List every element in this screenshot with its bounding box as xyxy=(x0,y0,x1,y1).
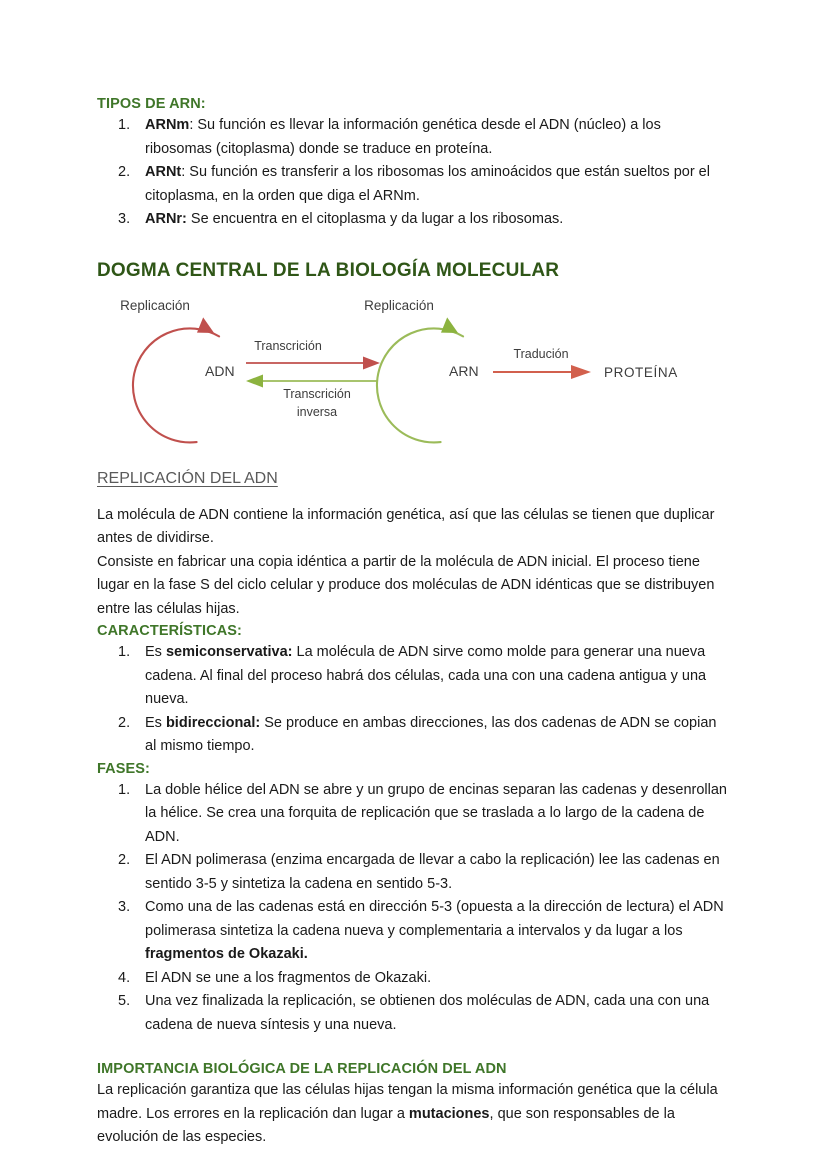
paragraph-replicacion-1: La molécula de ADN contiene la información genética, así que las células se tienen que duplicar antes de dividirse. xyxy=(97,506,715,546)
traducion-arrow xyxy=(493,365,591,379)
list-item xyxy=(97,712,731,759)
dogma-central-diagram xyxy=(97,292,731,450)
paragraph-importancia xyxy=(97,1079,731,1150)
transcricion-arrow xyxy=(246,356,380,369)
list-item xyxy=(97,779,731,850)
list-item-text: La molécula de ADN sirve como molde para generar una nueva cadena. Al final del proceso habrá dos células, cada una con una cadena antigua y una nueva. xyxy=(145,644,707,707)
arn-arc-path xyxy=(366,317,463,444)
list-item-pre: Es xyxy=(145,644,166,660)
list-item-bold: semiconservativa: xyxy=(165,644,293,660)
list-item xyxy=(97,641,731,712)
list-tipos-de-arn xyxy=(97,114,731,232)
label-replicacion-left: Replicación xyxy=(120,297,190,313)
list-item xyxy=(97,208,731,232)
paragraph-importancia-pre: La replicación garantiza que las células hijas tengan la misma información genética que la célula madre. Los errores en la replicación dan lugar a xyxy=(97,1082,718,1122)
transcricion-inversa-arrow xyxy=(246,374,378,387)
list-item-text: : Su función es transferir a los ribosomas los aminoácidos que están sueltos por el citoplasma, en la orden que diga el ARNm. xyxy=(145,164,710,204)
list-item-text: Se produce en ambas direcciones, las dos cadenas de ADN se copian al mismo tiempo. xyxy=(145,714,717,754)
heading-tipos-de-arn: TIPOS DE ARN: xyxy=(97,96,206,112)
adn-arc-path xyxy=(122,317,219,444)
list-item xyxy=(97,849,731,896)
label-traducion: Tradución xyxy=(513,346,569,361)
label-transcricion: Transcrición xyxy=(254,338,322,353)
paragraph-importancia-bold: mutaciones xyxy=(408,1105,490,1122)
label-arn: ARN xyxy=(449,362,479,379)
list-item-bold: ARNm xyxy=(145,117,190,133)
heading-importancia-biologica: IMPORTANCIA BIOLÓGICA DE LA REPLICACIÓN DEL ADN xyxy=(97,1061,507,1077)
list-item-pre: El ADN se une a los fragmentos de Okazaki. xyxy=(145,969,432,986)
label-transcricion-inversa-line1: Transcrición xyxy=(283,386,351,401)
list-item-pre: Una vez finalizada la replicación, se obtienen dos moléculas de ADN, cada una con una cadena de nueva síntesis y una nueva. xyxy=(145,993,710,1033)
spacer xyxy=(97,284,731,292)
list-item-bold: fragmentos de Okazaki. xyxy=(145,946,308,962)
label-proteina: PROTEÍNA xyxy=(604,364,678,380)
label-transcricion-inversa-line2: inversa xyxy=(296,404,338,419)
paragraph-replicacion-2: Consiste en fabricar una copia idéntica a partir de la molécula de ADN inicial. El proceso tiene lugar en la fase S del ciclo celular y produce dos moléculas de ADN idénticas que se distribuyen entre las células hijas. xyxy=(97,553,715,617)
list-item-pre: Como una de las cadenas está en dirección 5-3 (opuesta a la dirección de lectura) el ADN polimerasa sintetiza la cadena nueva y complementaria a intervalos y da lugar a los xyxy=(145,899,724,939)
spacer xyxy=(97,232,731,258)
transcricion-inversa-arrowhead xyxy=(246,374,263,387)
traducion-arrowhead xyxy=(571,365,591,379)
heading-caracteristicas: CARACTERÍSTICAS: xyxy=(97,623,242,639)
list-item-bold: bidireccional: xyxy=(165,714,261,731)
list-item xyxy=(97,161,731,208)
list-item-pre: La doble hélice del ADN se abre y un grupo de encinas separan las cadenas y desenrollan la hélice. Se crea una forquita de replicación que se traslada a lo largo de la cadena de ADN. xyxy=(145,781,727,845)
list-item xyxy=(97,114,731,161)
spacer xyxy=(97,490,731,504)
heading-fases: FASES: xyxy=(97,760,150,777)
transcricion-arrowhead xyxy=(363,356,380,369)
spacer xyxy=(97,1037,731,1059)
label-replicacion-right: Replicación xyxy=(364,297,434,313)
list-fases xyxy=(97,779,731,1038)
dogma-diagram-svg xyxy=(97,292,731,450)
spacer xyxy=(97,450,731,468)
list-item-pre: El ADN polimerasa (enzima encargada de llevar a cabo la replicación) lee las cadenas en sentido 3-5 y sintetiza la cadena en sentido 5-3. xyxy=(145,852,720,892)
document-content xyxy=(97,94,731,1150)
list-caracteristicas xyxy=(97,641,731,759)
arn-replication-arc xyxy=(366,316,463,444)
adn-replication-arc xyxy=(122,316,219,444)
list-item xyxy=(97,967,731,991)
heading-dogma-central: DOGMA CENTRAL DE LA BIOLOGÍA MOLECULAR xyxy=(97,259,560,281)
list-item xyxy=(97,896,731,967)
heading-replicacion-del-adn: REPLICACIÓN DEL ADN xyxy=(97,469,278,487)
list-item-text: Se encuentra en el citoplasma y da lugar a los ribosomas. xyxy=(186,211,564,227)
list-item-bold: ARNr: xyxy=(145,211,187,227)
paragraph-importancia-post: , que son responsables de la evolución de las especies. xyxy=(97,1105,675,1145)
adn-arrowhead xyxy=(197,316,216,334)
list-item xyxy=(97,990,731,1037)
list-item-bold: ARNt xyxy=(145,164,182,180)
list-item-pre: Es xyxy=(145,714,166,731)
list-item-text: : Su función es llevar la información genética desde el ADN (núcleo) a los ribosomas (citoplasma) donde se traduce en proteína. xyxy=(145,117,661,157)
label-adn: ADN xyxy=(205,362,235,379)
arn-arrowhead xyxy=(441,316,460,334)
